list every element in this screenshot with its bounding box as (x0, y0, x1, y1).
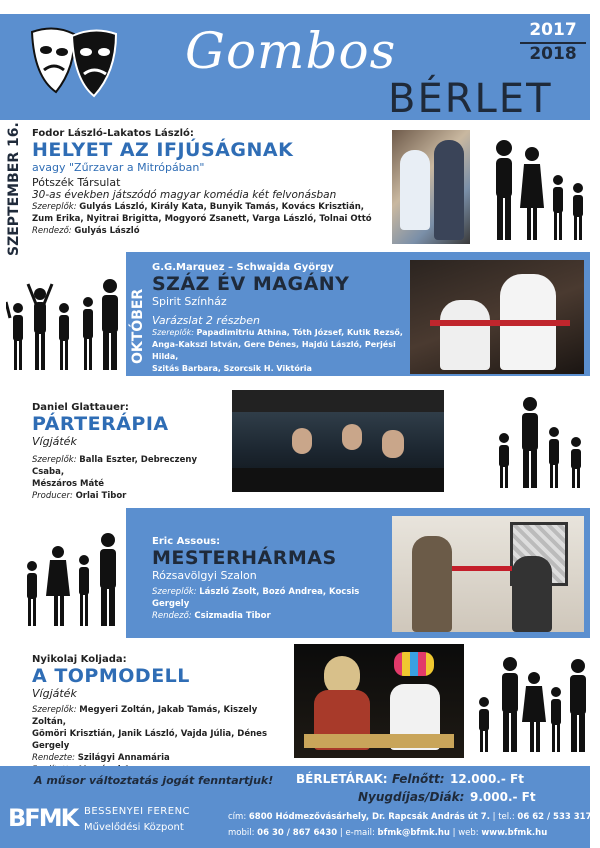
cast-names: Megyeri Zoltán, Jakab Tamás, Kiszely Zoltán, (32, 705, 258, 727)
show-photo (392, 130, 470, 244)
family-silhouette-icon (14, 530, 124, 630)
show-cast-cont (152, 363, 412, 375)
show-author: Fodor László-Lakatos László: (32, 128, 194, 139)
show-section-2 (0, 252, 600, 385)
family-silhouette-icon (484, 396, 594, 492)
show-director (32, 490, 232, 502)
director-name: Szilágyi Annamária (77, 753, 170, 763)
email-link[interactable]: bfmk@bfmk.hu (377, 828, 450, 838)
show-text-block (152, 536, 392, 622)
show-cast-cont (32, 478, 232, 490)
email-label: e-mail: (345, 828, 375, 838)
senior-price: 9.000.- Ft (470, 790, 536, 804)
show-author: Nyikolaj Koljada: (32, 654, 127, 665)
show-genre: Vígjáték (32, 687, 77, 700)
web-label: web: (458, 828, 479, 838)
show-date-label: OKTÓBER (130, 288, 146, 364)
contact-line1: cím: 6800 Hódmezővásárhely, Dr. Rapcsák András út 7. | tel.: 06 62 / 533 317 (228, 812, 592, 822)
show-text-block (32, 654, 292, 776)
show-cast (152, 586, 392, 610)
adult-price-label: Felnőtt: (392, 772, 445, 786)
show-title: MESTERHÁRMAS (152, 547, 337, 569)
cast-label: Szereplők: (32, 202, 77, 212)
cast-names-cont: Gömöri Krisztián, Janik László, Vajda Júlia, Dénes Gergely (32, 729, 268, 751)
cast-names: László Zsolt, Bozó Andrea, Kocsis Gergely (152, 587, 360, 609)
show-section-4 (0, 508, 600, 638)
director-label: Rendező: (32, 226, 72, 236)
show-author: G.G.Marquez – Schwajda György (152, 262, 334, 273)
series-title-script: Gombos (185, 22, 397, 80)
show-text-block (152, 262, 412, 387)
bfmk-logo: BFMK (8, 804, 78, 832)
director-label: Rendezte: (32, 753, 76, 763)
show-company: Spirit Színház (152, 295, 227, 308)
tel-label: tel.: (498, 812, 515, 822)
show-date-label: SZEPTEMBER 16. (6, 122, 22, 256)
director-name: Orlai Tibor (75, 491, 127, 501)
cast-names: Papadimitriu Athina, Tóth József, Kutik Rezső, (196, 328, 403, 337)
show-director (32, 752, 292, 764)
show-photo (232, 390, 444, 492)
show-genre: Vígjáték (32, 435, 77, 448)
mobil-label: mobil: (228, 828, 255, 838)
show-photo (410, 260, 584, 374)
tel-value: 06 62 / 533 317 (517, 812, 592, 822)
show-text-block (32, 402, 232, 502)
show-cast-cont (152, 339, 412, 363)
show-subtitle: avagy "Zűrzavar a Mitrópában" (32, 161, 205, 174)
prices-label: BÉRLETÁRAK: (296, 772, 388, 786)
show-cast (152, 327, 412, 339)
cast-names: Gulyás László, Király Kata, Bunyik Tamás, Kovács Krisztián, (79, 202, 364, 212)
director-label: Producer: (32, 491, 73, 501)
senior-price-label: Nyugdíjas/Diák: (358, 790, 465, 804)
season-year-end: 2018 (520, 42, 586, 64)
adult-price: 12.000.- Ft (450, 772, 524, 786)
cast-label: Szereplők: (32, 705, 77, 715)
show-author: Eric Assous: (152, 536, 221, 547)
show-title: HELYET AZ IFJÚSÁGNAK (32, 139, 294, 161)
web-link[interactable]: www.bfmk.hu (481, 828, 548, 838)
show-photo (294, 644, 464, 758)
show-section-1 (0, 122, 600, 256)
show-genre: 30-as években játszódó magyar komédia két felvonásban (32, 189, 337, 201)
show-cast (32, 704, 292, 728)
header-banner (0, 14, 600, 120)
address-label: cím: (228, 812, 247, 822)
show-section-5 (0, 644, 600, 762)
show-cast (32, 454, 232, 478)
cast-names-cont: Zum Erika, Nyitrai Brigitta, Mogyoró Zsanett, Varga László, Tolnai Ottó (32, 214, 372, 224)
cast-names-cont: Mészáros Máté (32, 479, 105, 489)
season-year-start: 2017 (529, 20, 577, 40)
show-author: Daniel Glattauer: (32, 402, 129, 413)
cast-label: Szereplők: (152, 328, 194, 337)
family-silhouette-icon (482, 134, 594, 246)
cast-label: Szereplők: (32, 455, 77, 465)
family-silhouette-icon (470, 652, 594, 756)
show-title: A TOPMODELL (32, 665, 190, 687)
cast-names-cont: Szitás Barbara, Szorcsik H. Viktória (152, 364, 312, 373)
show-title: SZÁZ ÉV MAGÁNY (152, 273, 350, 295)
show-cast (32, 201, 392, 213)
org-name-line1: BESSENYEI FERENC (84, 806, 191, 817)
change-notice: A műsor változtatás jogát fenntartjuk! (34, 774, 274, 787)
footer-banner (0, 766, 600, 848)
show-photo (392, 516, 584, 632)
show-director (152, 610, 392, 622)
director-label: Rendező: (152, 376, 190, 385)
cast-names-cont: Anga-Kakszi István, Gere Dénes, Hajdú László, Perjési Hilda, (152, 340, 396, 361)
mobil-value: 06 30 / 867 6430 (257, 828, 338, 838)
show-cast-cont (32, 728, 292, 752)
show-text-block (32, 128, 392, 237)
show-genre: Varázslat 2 részben (152, 314, 260, 327)
director-name: Gulyás László (74, 226, 140, 236)
show-company: Rózsavölgyi Szalon (152, 569, 257, 582)
cast-names: Balla Eszter, Debreczeny Csaba, (32, 455, 197, 477)
cast-label: Szereplők: (152, 587, 197, 597)
org-name-line2: Művelődési Központ (84, 822, 184, 833)
show-company: Pótszék Társulat (32, 176, 121, 189)
family-silhouette-icon (6, 278, 124, 374)
theater-masks-icon (24, 22, 124, 112)
show-section-3 (0, 384, 600, 502)
show-title: PÁRTERÁPIA (32, 413, 169, 435)
address-value: 6800 Hódmezővásárhely, Dr. Rapcsák András út 7. (248, 812, 490, 822)
director-name: Czeizel Gábor (191, 376, 254, 385)
director-label: Rendező: (152, 611, 192, 621)
show-cast-cont (32, 213, 392, 225)
show-director (32, 225, 392, 237)
series-title-main: BÉRLET (388, 76, 553, 122)
contact-line2: mobil: 06 30 / 867 6430 | e-mail: bfmk@bfmk.hu | web: www.bfmk.hu (228, 828, 548, 838)
director-name: Csizmadia Tibor (194, 611, 271, 621)
